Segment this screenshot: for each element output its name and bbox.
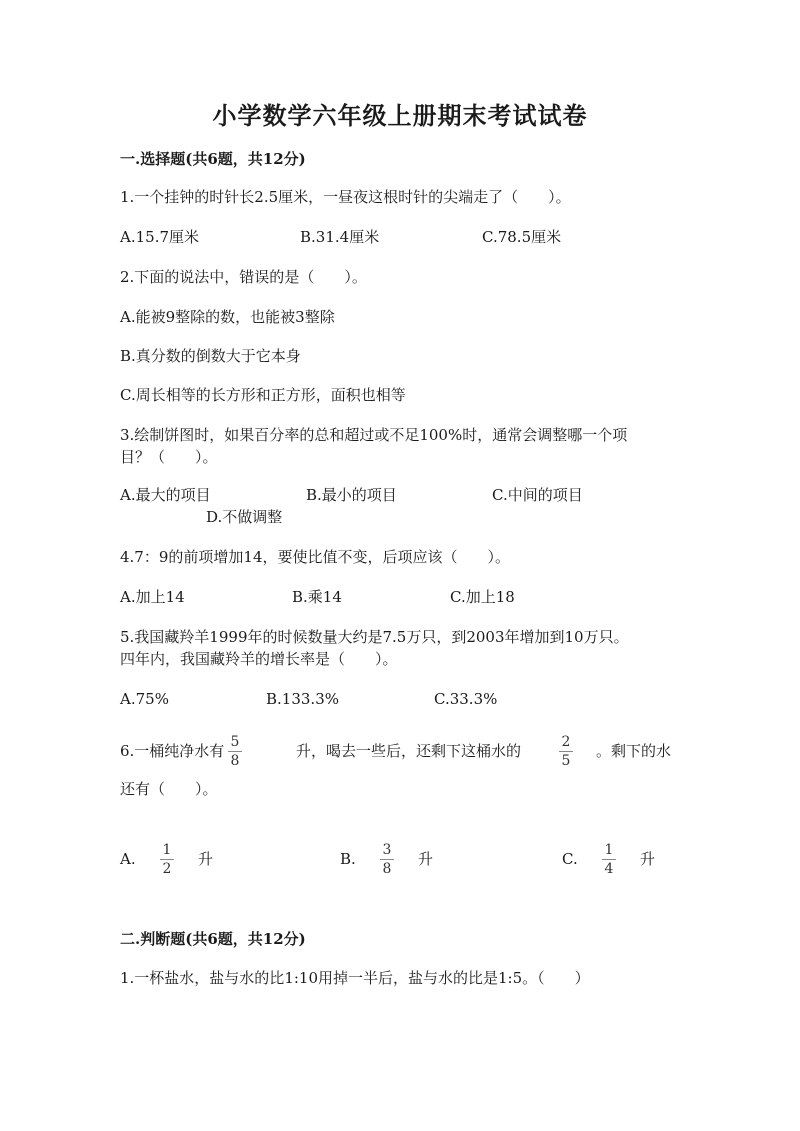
q2-option-c: C.周长相等的长方形和正方形，面积也相等 [120, 386, 406, 404]
question-4-stem: 4.7：9的前项增加14，要使比值不变，后项应该（ ）。 [120, 548, 510, 566]
judgment-question-1: 1.一杯盐水，盐与水的比1:10用掉一半后，盐与水的比是1:5。（ ） [120, 969, 590, 987]
q6-fraction-two-fifths [557, 734, 575, 769]
question-6-text-part3: 。剩下的水 [596, 742, 672, 760]
fraction-denominator: 5 [561, 753, 571, 769]
question-5-stem-line2: 四年内，我国藏羚羊的增长率是（ ）。 [120, 650, 398, 668]
q5-option-a: A.75% [120, 690, 169, 708]
q6-option-b-unit: 升 [418, 850, 434, 868]
page-title: 小学数学六年级上册期末考试试卷 [212, 101, 588, 130]
fraction-denominator: 2 [162, 861, 172, 877]
q5-option-c: C.33.3% [434, 690, 498, 708]
q1-option-b: B.31.4厘米 [300, 228, 380, 246]
q6-option-c-fraction [600, 842, 618, 877]
q4-option-b: B.乘14 [292, 588, 342, 606]
q3-option-b: B.最小的项目 [306, 486, 397, 504]
q6-option-c-letter: C. [562, 850, 578, 868]
question-3-stem-line1: 3.绘制饼图时，如果百分率的总和超过或不足100%时，通常会调整哪一个项 [120, 426, 628, 444]
question-5-stem-line1: 5.我国藏羚羊1999年的时候数量大约是7.5万只，到2003年增加到10万只。 [120, 628, 629, 646]
fraction-denominator: 8 [382, 861, 392, 877]
fraction-numerator: 1 [604, 842, 614, 858]
fraction-bar [160, 859, 174, 860]
q6-option-a-letter: A. [120, 850, 136, 868]
q2-option-b: B.真分数的倒数大于它本身 [120, 347, 301, 365]
question-1-stem: 1.一个挂钟的时针长2.5厘米，一昼夜这根时针的尖端走了（ ）。 [120, 188, 571, 206]
q6-option-c-unit: 升 [640, 850, 656, 868]
question-2-stem: 2.下面的说法中，错误的是（ ）。 [120, 268, 367, 286]
question-6-text-part1: 6.一桶纯净水有 [120, 742, 225, 760]
q1-option-a: A.15.7厘米 [120, 228, 199, 246]
fraction-bar [380, 859, 394, 860]
q3-option-d: D.不做调整 [206, 508, 283, 526]
question-3-stem-line2: 目？（ ）。 [120, 448, 218, 466]
fraction-numerator: 3 [382, 842, 392, 858]
q6-option-b-fraction [378, 842, 396, 877]
fraction-numerator: 5 [230, 734, 240, 750]
fraction-bar [602, 859, 616, 860]
fraction-bar [559, 751, 573, 752]
q3-option-a: A.最大的项目 [120, 486, 211, 504]
q3-option-c: C.中间的项目 [492, 486, 583, 504]
section-heading-choice: 一.选择题(共6题，共12分) [120, 150, 306, 168]
q6-fraction-five-eighths [226, 734, 244, 769]
fraction-denominator: 8 [230, 753, 240, 769]
q2-option-a: A.能被9整除的数，也能被3整除 [120, 308, 335, 326]
q6-option-a-fraction [158, 842, 176, 877]
question-6-text-part2: 升，喝去一些后，还剩下这桶水的 [296, 742, 522, 760]
fraction-numerator: 1 [162, 842, 172, 858]
question-6-stem-line2: 还有（ ）。 [120, 780, 218, 798]
q6-option-b-letter: B. [340, 850, 356, 868]
q1-option-c: C.78.5厘米 [482, 228, 562, 246]
q5-option-b: B.133.3% [266, 690, 339, 708]
q4-option-c: C.加上18 [450, 588, 515, 606]
section-heading-judgment: 二.判断题(共6题，共12分) [120, 930, 306, 948]
q4-option-a: A.加上14 [120, 588, 185, 606]
fraction-numerator: 2 [561, 734, 571, 750]
q6-option-a-unit: 升 [198, 850, 214, 868]
fraction-bar [228, 751, 242, 752]
fraction-denominator: 4 [604, 861, 614, 877]
